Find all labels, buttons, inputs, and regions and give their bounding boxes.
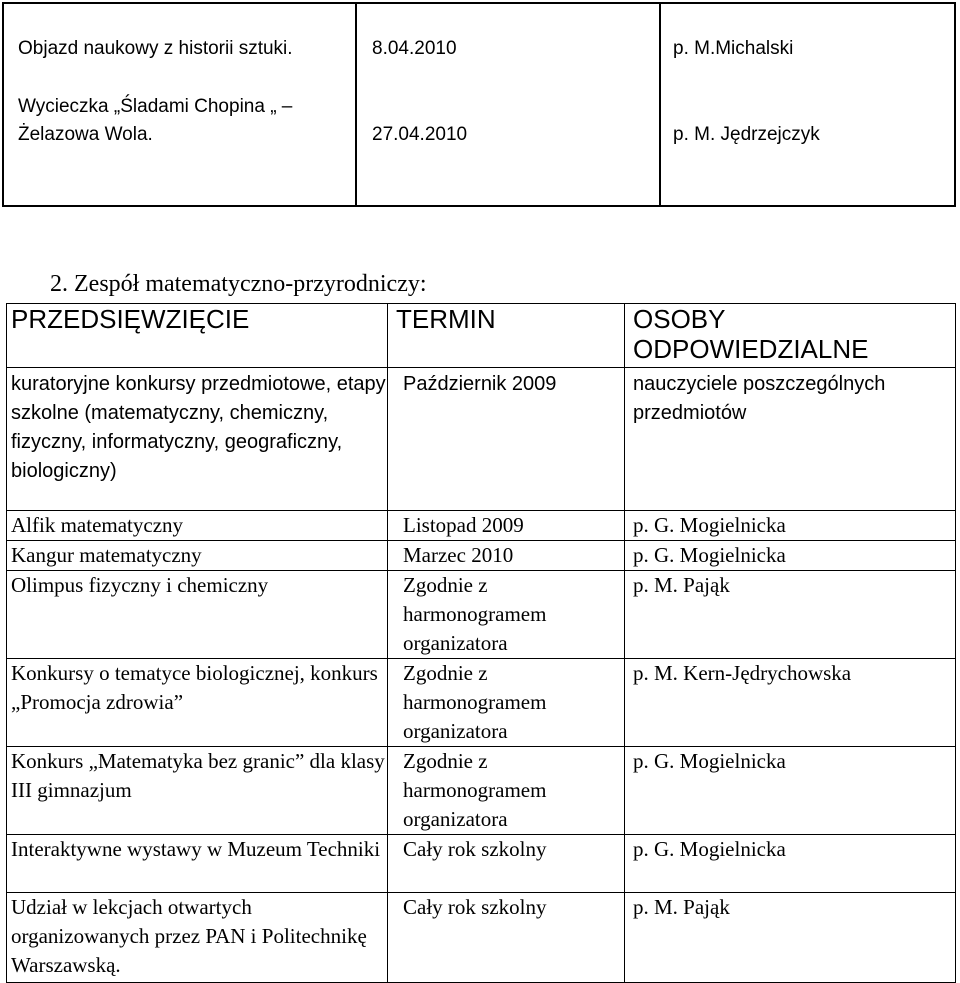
row-2-osoby: p. G. Mogielnicka	[625, 511, 956, 541]
row-7-osoby: p. G. Mogielnicka	[625, 835, 956, 893]
table-row	[7, 659, 956, 747]
row-3-osoby: p. G. Mogielnicka	[625, 541, 956, 571]
top-person-2: p. M. Jędrzejczyk	[673, 124, 820, 145]
row-6-przedsiewziecie: Konkurs „Matematyka bez granic” dla klasy III gimnazjum	[7, 747, 388, 835]
row-5-osoby: p. M. Kern-Jędrychowska	[625, 659, 956, 747]
header-osoby: OSOBY ODPOWIEDZIALNE	[625, 304, 956, 368]
top-cell-persons	[660, 3, 955, 206]
top-cell-events	[3, 3, 356, 206]
row-6-osoby: p. G. Mogielnicka	[625, 747, 956, 835]
top-date-2: 27.04.2010	[372, 124, 468, 145]
row-7-termin: Cały rok szkolny	[388, 835, 625, 893]
row-4-osoby: p. M. Pająk	[625, 571, 956, 659]
row-1-termin: Październik 2009	[388, 368, 625, 511]
row-8-termin: Cały rok szkolny	[388, 893, 625, 983]
row-2-termin: Listopad 2009	[388, 511, 625, 541]
row-8-osoby: p. M. Pająk	[625, 893, 956, 983]
row-8-przedsiewziecie: Udział w lekcjach otwartych organizowanych przez PAN i Politechnikę Warszawską.	[7, 893, 388, 983]
row-1-przedsiewziecie: kuratoryjne konkursy przedmiotowe, etapy szkolne (matematyczny, chemiczny, fizyczny, informatyczny, geograficzny, biologiczny)	[7, 368, 388, 511]
table-row	[7, 747, 956, 835]
table-row	[7, 893, 956, 983]
header-termin: TERMIN	[388, 304, 625, 368]
activities-table	[6, 303, 956, 983]
row-1-osoby: nauczyciele poszczególnych przedmiotów	[625, 368, 956, 511]
row-6-termin: Zgodnie z harmonogramem organizatora	[388, 747, 625, 835]
row-3-przedsiewziecie: Kangur matematyczny	[7, 541, 388, 571]
row-4-termin: Zgodnie z harmonogramem organizatora	[388, 571, 625, 659]
row-5-termin: Zgodnie z harmonogramem organizatora	[388, 659, 625, 747]
row-2-przedsiewziecie: Alfik matematyczny	[7, 511, 388, 541]
top-event-1: Objazd naukowy z historii sztuki.	[18, 38, 293, 59]
table-row	[7, 835, 956, 893]
top-table	[2, 2, 956, 207]
table-row	[7, 571, 956, 659]
top-date-1: 8.04.2010	[372, 38, 457, 59]
row-4-przedsiewziecie: Olimpus fizyczny i chemiczny	[7, 571, 388, 659]
top-event-2-line-1: Wycieczka „Śladami Chopina „ –	[18, 96, 293, 117]
section-heading: 2. Zespół matematyczno-przyrodniczy:	[50, 271, 427, 297]
table-row	[7, 368, 956, 511]
top-person-1: p. M.Michalski	[673, 38, 794, 59]
table-row	[7, 511, 956, 541]
top-cell-dates	[356, 3, 660, 206]
table-row	[7, 541, 956, 571]
row-7-przedsiewziecie: Interaktywne wystawy w Muzeum Techniki	[7, 835, 388, 893]
row-3-termin: Marzec 2010	[388, 541, 625, 571]
top-event-2-line-2: Żelazowa Wola.	[18, 124, 153, 145]
table-header-row	[7, 304, 956, 368]
header-przedsiewziecie: PRZEDSIĘWZIĘCIE	[7, 304, 388, 368]
row-5-przedsiewziecie: Konkursy o tematyce biologicznej, konkurs „Promocja zdrowia”	[7, 659, 388, 747]
